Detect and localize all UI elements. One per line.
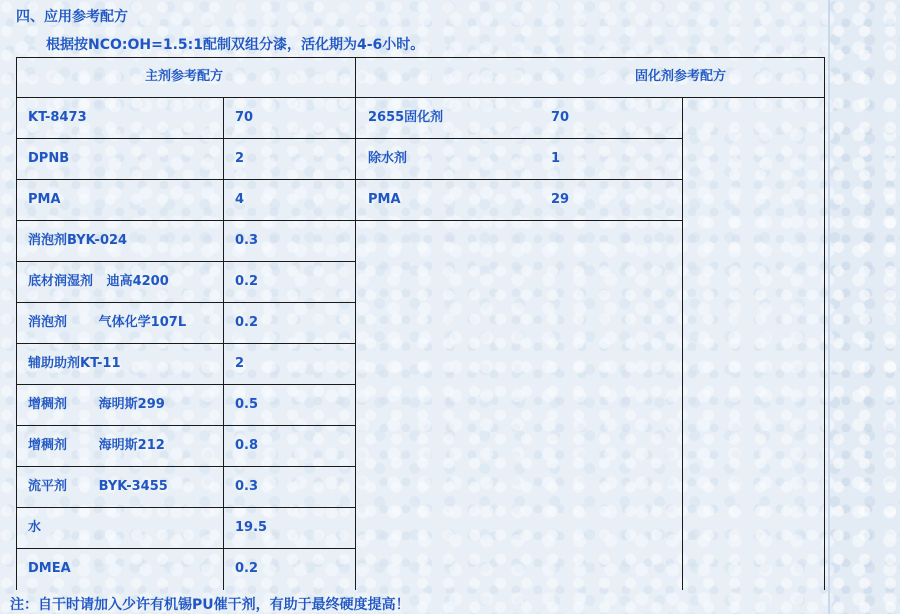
row-divider (16, 466, 355, 467)
ingredient-amount: 2 (235, 356, 245, 371)
curing-header: 固化剂参考配方 (635, 69, 727, 84)
row-divider (16, 138, 355, 139)
column-divider (355, 57, 356, 590)
table-border-left (16, 57, 17, 590)
ingredient-amount: 0.3 (235, 479, 259, 494)
ingredient-name: 增稠剂 海明斯212 (28, 438, 165, 453)
ingredient-name: 增稠剂 海明斯299 (28, 397, 165, 412)
curing-ingredient-amount: 70 (551, 110, 570, 125)
ingredient-amount: 0.3 (235, 233, 259, 248)
intro-text: 根据按NCO:OH=1.5:1配制双组分漆，活化期为4-6小时。 (46, 37, 425, 53)
ingredient-name: 消泡剂 气体化学107L (28, 315, 187, 330)
row-divider (16, 548, 355, 549)
ingredient-amount: 0.8 (235, 438, 259, 453)
row-divider (16, 384, 355, 385)
row-divider (16, 220, 355, 221)
ingredient-name: 流平剂 BYK-3455 (28, 479, 168, 494)
ingredient-name: PMA (28, 192, 61, 207)
ingredient-name: 辅助助剂KT-11 (28, 356, 121, 371)
row-divider (355, 220, 682, 221)
ingredient-name: 底材润湿剂 迪高4200 (28, 274, 169, 289)
row-divider (16, 343, 355, 344)
row-divider (16, 507, 355, 508)
table-border-right (824, 57, 825, 590)
curing-ingredient-name: PMA (368, 192, 401, 207)
ingredient-name: DPNB (28, 151, 70, 166)
row-divider (355, 179, 682, 180)
column-divider (682, 97, 683, 590)
ingredient-amount: 2 (235, 151, 245, 166)
ingredient-amount: 0.2 (235, 274, 259, 289)
curing-ingredient-name: 除水剂 (368, 151, 408, 166)
main-header: 主剂参考配方 (145, 69, 224, 84)
ingredient-name: DMEA (28, 561, 71, 576)
ingredient-amount: 0.5 (235, 397, 259, 412)
table-border-top (16, 57, 825, 58)
row-divider (16, 179, 355, 180)
ingredient-name: KT-8473 (28, 110, 87, 125)
ingredient-name: 水 (28, 520, 42, 535)
row-divider (16, 425, 355, 426)
ingredient-amount: 0.2 (235, 561, 259, 576)
ingredient-amount: 19.5 (235, 520, 268, 535)
curing-ingredient-name: 2655固化剂 (368, 110, 444, 125)
ingredient-amount: 4 (235, 192, 245, 207)
curing-ingredient-amount: 1 (551, 151, 561, 166)
header-divider (16, 97, 825, 98)
ingredient-name: 消泡剂BYK-024 (28, 233, 128, 248)
footnote: 注：自干时请加入少许有机锡PU催干剂，有助于最终硬度提高！ (10, 597, 410, 613)
curing-ingredient-amount: 29 (551, 192, 570, 207)
ingredient-amount: 0.2 (235, 315, 259, 330)
row-divider (16, 302, 355, 303)
section-title: 四、应用参考配方 (16, 9, 128, 25)
ingredient-amount: 70 (235, 110, 254, 125)
row-divider (355, 138, 682, 139)
row-divider (16, 261, 355, 262)
